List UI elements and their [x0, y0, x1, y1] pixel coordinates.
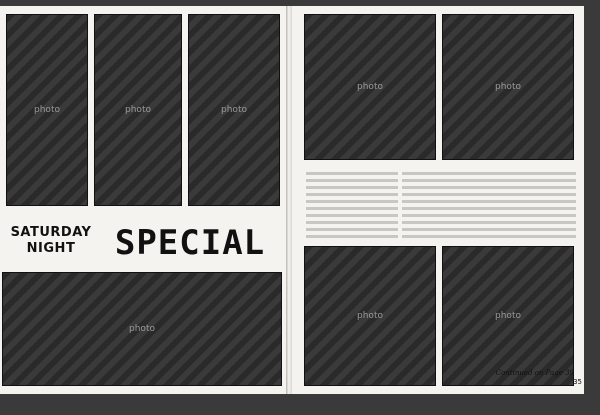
photo-top-3: photo: [188, 14, 280, 206]
photo-bottom-wide: photo: [2, 272, 282, 386]
photo-right-bottom-2: photo: [442, 246, 574, 386]
photo-top-2: photo: [94, 14, 182, 206]
photo-right-top-1: photo: [304, 14, 436, 160]
right-page: [292, 6, 584, 394]
left-page: [0, 6, 286, 394]
photo-right-bottom-1: photo: [304, 246, 436, 386]
photo-top-1: photo: [6, 14, 88, 206]
continued-line: Continued on Page 39: [495, 369, 574, 377]
page-number: 35: [573, 378, 582, 386]
photo-right-top-2: photo: [442, 14, 574, 160]
headline-big: SPECIAL: [114, 223, 266, 263]
headline-small: SATURDAY NIGHT: [10, 225, 92, 256]
